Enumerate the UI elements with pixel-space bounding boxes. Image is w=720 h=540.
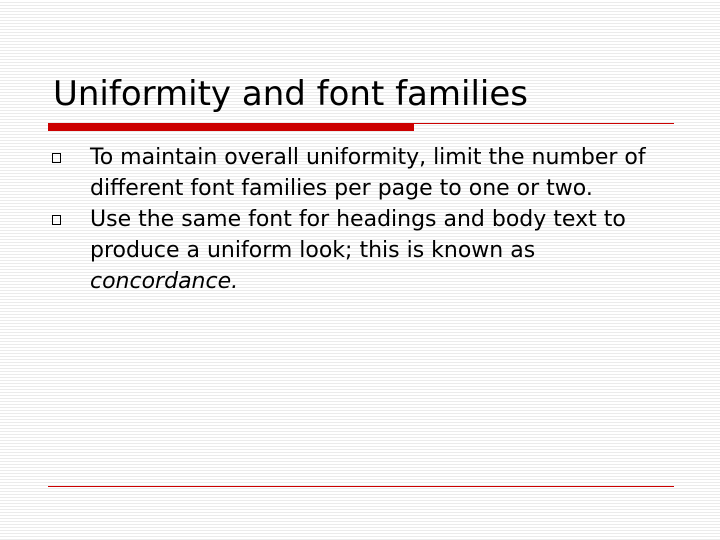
bullet-item-2 <box>52 204 652 297</box>
bullet-item-1 <box>52 142 652 204</box>
bullet-list <box>52 142 652 297</box>
bullet-text-2-plain: Use the same font for headings and body text to produce a uniform look; this is known as <box>90 207 626 263</box>
hollow-square-bullet-icon <box>52 153 61 163</box>
footer-rule <box>48 486 674 487</box>
bullet-text-2 <box>90 207 626 294</box>
bullet-text-2-emphasis: concordance. <box>90 269 239 294</box>
bullet-text-1: To maintain overall uniformity, limit the number of different font families per page to one or two. <box>90 145 646 201</box>
hollow-square-bullet-icon <box>52 215 61 225</box>
title-underline-thick <box>48 124 414 131</box>
slide-title: Uniformity and font families <box>53 74 528 114</box>
